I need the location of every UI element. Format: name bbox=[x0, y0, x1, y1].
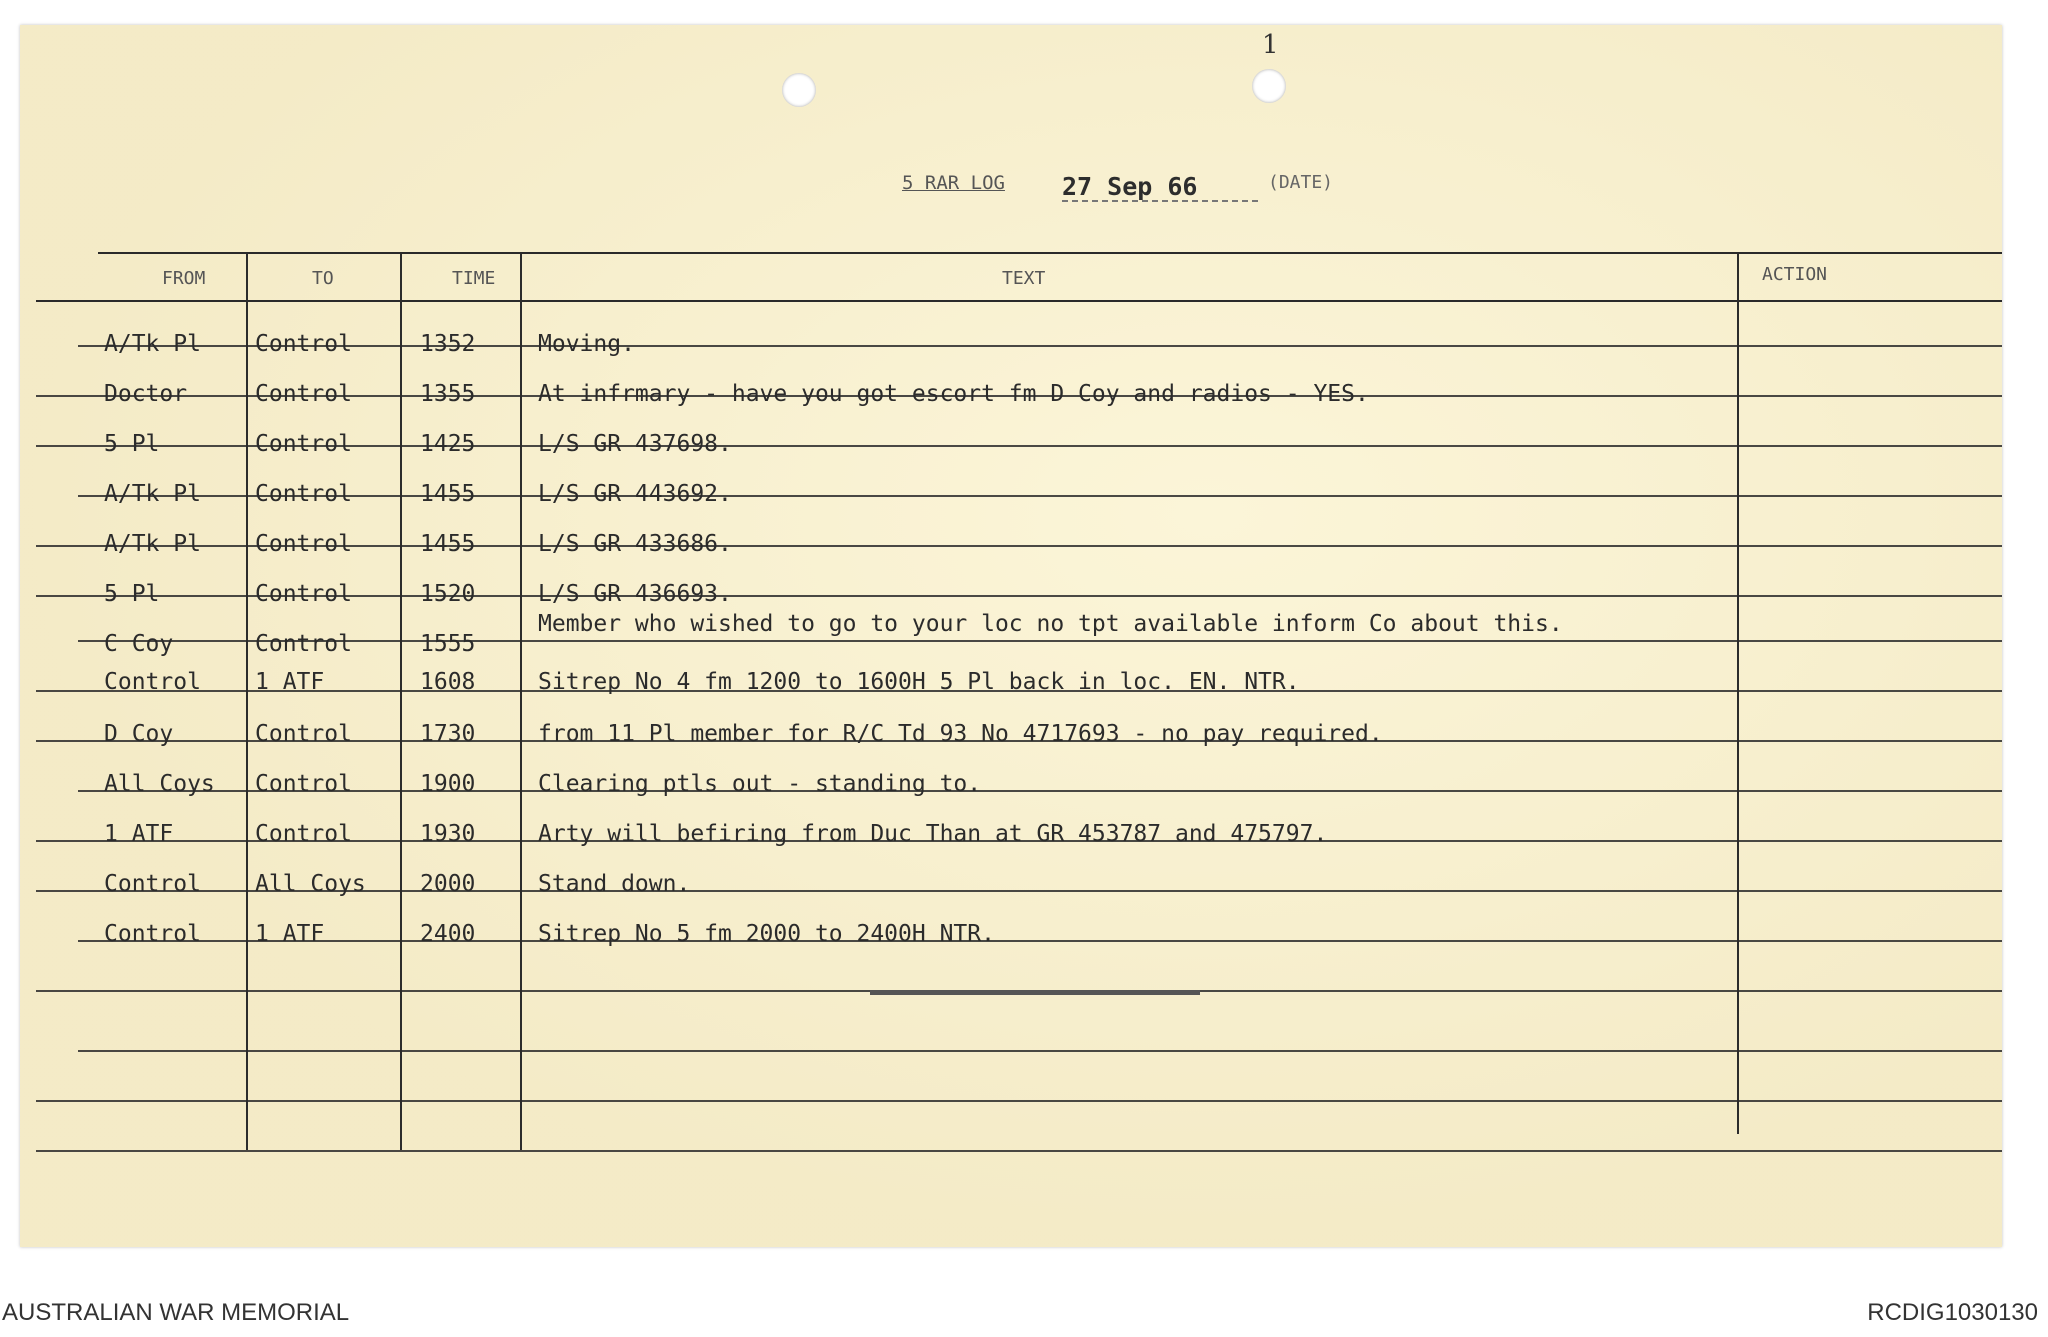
date-underline bbox=[1062, 200, 1258, 202]
entry-from: Control bbox=[104, 669, 201, 695]
entry-text: L/S GR 433686. bbox=[538, 531, 732, 557]
row-rule bbox=[36, 1150, 2002, 1152]
row-rule bbox=[78, 790, 2002, 792]
entry-text: Clearing ptls out - standing to. bbox=[538, 771, 982, 797]
entry-to: Control bbox=[255, 331, 352, 357]
entry-from: D Coy bbox=[104, 721, 174, 747]
entry-to: All Coys bbox=[255, 871, 366, 897]
column-divider bbox=[246, 254, 248, 1150]
entry-to: Control bbox=[255, 381, 352, 407]
col-header-time: TIME bbox=[452, 268, 496, 289]
row-rule bbox=[78, 495, 2002, 497]
entry-time: 1355 bbox=[420, 381, 476, 407]
entry-to: 1 ATF bbox=[255, 921, 325, 947]
entry-from: A/Tk Pl bbox=[104, 331, 201, 357]
row-rule bbox=[78, 1050, 2002, 1052]
col-header-to: TO bbox=[312, 268, 334, 289]
unit-log-title: 5 RAR LOG bbox=[902, 172, 1005, 194]
table-top-rule bbox=[98, 252, 2002, 254]
column-divider bbox=[520, 254, 522, 1150]
col-header-action: ACTION bbox=[1762, 264, 1828, 285]
punch-hole bbox=[782, 73, 816, 107]
entry-from: Doctor bbox=[104, 381, 188, 407]
column-divider bbox=[1737, 254, 1739, 1134]
entry-time: 2000 bbox=[420, 871, 476, 897]
row-rule bbox=[78, 345, 2002, 347]
entry-text: Sitrep No 4 fm 1200 to 1600H 5 Pl back in loc. EN. NTR. bbox=[538, 669, 1300, 695]
entry-to: Control bbox=[255, 481, 352, 507]
entry-to: Control bbox=[255, 821, 352, 847]
log-date: 27 Sep 66 bbox=[1062, 172, 1198, 201]
entry-from: 5 Pl bbox=[104, 431, 160, 457]
entry-from: All Coys bbox=[104, 771, 215, 797]
entry-text: Arty will befiring from Duc Than at GR 453787 and 475797. bbox=[538, 821, 1328, 847]
entry-to: Control bbox=[255, 631, 352, 657]
column-divider bbox=[400, 254, 402, 1150]
entry-to: Control bbox=[255, 581, 352, 607]
entry-time: 1730 bbox=[420, 721, 476, 747]
entry-to: 1 ATF bbox=[255, 669, 325, 695]
entry-time: 1555 bbox=[420, 631, 476, 657]
entry-text: Member who wished to go to your loc no tpt available inform Co about this. bbox=[538, 611, 1563, 637]
entry-to: Control bbox=[255, 771, 352, 797]
entry-from: 5 Pl bbox=[104, 581, 160, 607]
entry-time: 1900 bbox=[420, 771, 476, 797]
entry-from: Control bbox=[104, 921, 201, 947]
entry-to: Control bbox=[255, 431, 352, 457]
entry-to: Control bbox=[255, 531, 352, 557]
institution-name: AUSTRALIAN WAR MEMORIAL bbox=[2, 1299, 350, 1326]
row-rule bbox=[36, 1100, 2002, 1102]
entry-time: 1930 bbox=[420, 821, 476, 847]
entry-text: At infrmary - have you got escort fm D Coy and radios - YES. bbox=[538, 381, 1369, 407]
end-of-entries-rule bbox=[870, 990, 1200, 995]
punch-hole bbox=[1252, 69, 1286, 103]
entry-text: Sitrep No 5 fm 2000 to 2400H NTR. bbox=[538, 921, 995, 947]
entry-text: from 11 Pl member for R/C Td 93 No 4717693 - no pay required. bbox=[538, 721, 1383, 747]
entry-text: Stand down. bbox=[538, 871, 691, 897]
header-rule bbox=[36, 300, 2002, 302]
entry-text: L/S GR 436693. bbox=[538, 581, 732, 607]
row-rule bbox=[78, 640, 2002, 642]
col-header-from: FROM bbox=[162, 268, 206, 289]
archive-footer bbox=[0, 1287, 2048, 1337]
date-label: (DATE) bbox=[1268, 172, 1334, 193]
page-number: 1 bbox=[1262, 30, 1279, 60]
entry-time: 1455 bbox=[420, 531, 476, 557]
entry-time: 2400 bbox=[420, 921, 476, 947]
entry-text: L/S GR 443692. bbox=[538, 481, 732, 507]
entry-from: 1 ATF bbox=[104, 821, 174, 847]
entry-time: 1455 bbox=[420, 481, 476, 507]
catalogue-id: RCDIG1030130 bbox=[1867, 1299, 2038, 1326]
entry-time: 1352 bbox=[420, 331, 476, 357]
row-rule bbox=[78, 940, 2002, 942]
entry-from: C Coy bbox=[104, 631, 174, 657]
entry-text: Moving. bbox=[538, 331, 635, 357]
entry-text: L/S GR 437698. bbox=[538, 431, 732, 457]
entry-to: Control bbox=[255, 721, 352, 747]
entry-time: 1520 bbox=[420, 581, 476, 607]
entry-from: Control bbox=[104, 871, 201, 897]
entry-time: 1608 bbox=[420, 669, 476, 695]
entry-time: 1425 bbox=[420, 431, 476, 457]
entry-from: A/Tk Pl bbox=[104, 531, 201, 557]
col-header-text: TEXT bbox=[1002, 268, 1046, 289]
entry-from: A/Tk Pl bbox=[104, 481, 201, 507]
